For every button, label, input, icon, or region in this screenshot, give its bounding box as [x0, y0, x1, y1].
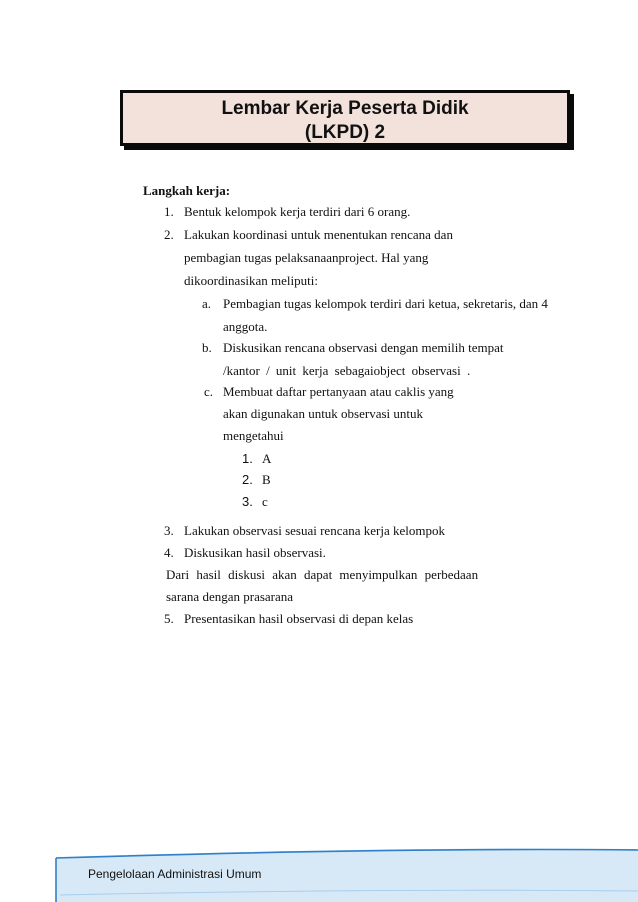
sub-item-text-line: mengetahui [223, 428, 284, 443]
step-text-line: pembagian tugas pelaksanaanproject. Hal yang [184, 250, 429, 265]
title-line-1: Lembar Kerja Peserta Didik [221, 98, 469, 119]
sub-item-text-line: /kantor / unit kerja sebagaiobject observasi . [223, 363, 471, 378]
footer-text: Pengelolaan Administrasi Umum [88, 867, 262, 881]
sub-item-text-line: akan digunakan untuk observasi untuk [223, 406, 424, 421]
step-text: Bentuk kelompok kerja terdiri dari 6 orang. [184, 204, 411, 219]
title-line-2: (LKPD) 2 [304, 122, 386, 143]
step-number: 2. [164, 227, 174, 242]
step-text-line: Lakukan koordinasi untuk menentukan rencana dan [184, 227, 453, 242]
subsub-number: 1. [242, 451, 253, 466]
step-text: Diskusikan hasil observasi. [184, 545, 326, 560]
sub-item-text-line: Membuat daftar pertanyaan atau caklis yang [223, 384, 454, 399]
step-text-line: dikoordinasikan meliputi: [184, 273, 318, 288]
subsub-number: 2. [242, 472, 253, 487]
sub-item-text: Diskusikan rencana observasi dengan memilih tempat [223, 340, 504, 355]
subsub-text: A [262, 451, 272, 466]
title-box [120, 90, 570, 146]
note-line: sarana dengan prasarana [166, 589, 294, 604]
step-number: 5. [164, 611, 174, 626]
subsub-text: B [262, 472, 271, 487]
step-number: 1. [164, 204, 174, 219]
step-number: 4. [164, 545, 174, 560]
step-text: Presentasikan hasil observasi di depan kelas [184, 611, 414, 626]
subsub-text: c [262, 494, 268, 509]
sub-item-text-line: anggota. [223, 319, 268, 334]
subsub-number: 3. [242, 494, 253, 509]
note-line: Dari hasil diskusi akan dapat menyimpulkan perbedaan [166, 567, 479, 582]
steps-heading: Langkah kerja: [143, 183, 231, 198]
sub-item-marker: a. [202, 296, 212, 311]
sub-item-text-line: Pembagian tugas kelompok terdiri dari ketua, sekretaris, dan 4 [223, 296, 548, 311]
sub-item-marker: c. [204, 384, 214, 399]
sub-item-text-line [223, 340, 508, 356]
footer-banner [0, 845, 638, 902]
sub-item-marker: b. [202, 340, 212, 355]
step-text: Lakukan observasi sesuai rencana kerja kelompok [184, 523, 445, 538]
step-number: 3. [164, 523, 174, 538]
